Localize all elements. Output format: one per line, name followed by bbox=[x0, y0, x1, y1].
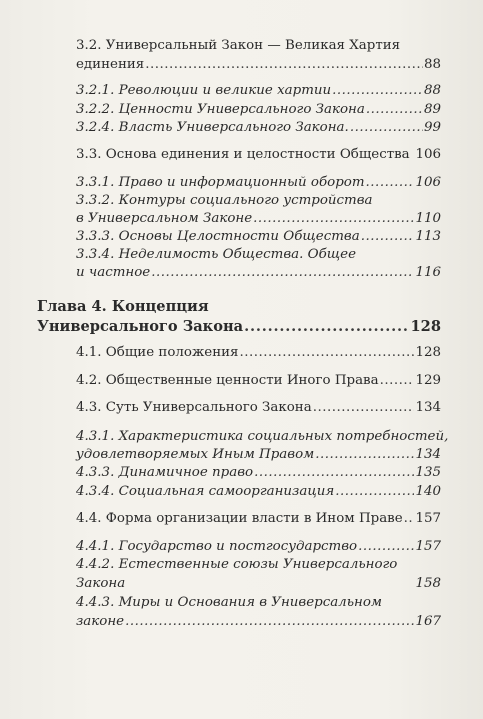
toc-entry-title: 3.3.3. Основы Целостности Общества bbox=[76, 229, 360, 244]
toc-entry-4-3-4[interactable] bbox=[76, 484, 441, 500]
toc-page-number: 135 bbox=[415, 465, 441, 480]
toc-entry-4-3-1-line1: 4.3.1. Характеристика социальных потребностей, bbox=[76, 429, 449, 444]
toc-entry-3-3-4[interactable] bbox=[76, 265, 441, 281]
leader-dots bbox=[366, 175, 415, 191]
leader-dots bbox=[240, 345, 415, 361]
toc-page-number: 116 bbox=[415, 265, 441, 280]
toc-entry-4-4-1[interactable] bbox=[76, 539, 441, 555]
toc-page-number: 88 bbox=[423, 83, 441, 98]
toc-entry-title: 4.2. Общественные ценности Иного Права bbox=[76, 373, 379, 388]
leader-dots bbox=[151, 265, 414, 281]
toc-entry-title: 3.3. Основа единения и целостности Общества bbox=[76, 147, 410, 162]
toc-entry-4-3[interactable] bbox=[76, 400, 441, 416]
toc-entry-title: единения bbox=[76, 57, 145, 72]
toc-page-number: 134 bbox=[415, 447, 441, 462]
toc-page-number: 110 bbox=[415, 211, 441, 226]
toc-entry-3-3-2[interactable] bbox=[76, 211, 441, 227]
leader-dots bbox=[380, 373, 415, 389]
toc-entry-3-3[interactable] bbox=[76, 147, 441, 163]
toc-entry-3-2-line1: 3.2. Универсальный Закон — Великая Хартия bbox=[76, 38, 401, 53]
toc-page-number: 129 bbox=[415, 373, 441, 388]
toc-entry-title: 4.4.1. Государство и постгосударство bbox=[76, 539, 358, 554]
toc-entry-title: законе bbox=[76, 614, 125, 629]
toc-page-number: 128 bbox=[410, 318, 441, 335]
leader-dots bbox=[404, 511, 415, 527]
toc-entry-4-2[interactable] bbox=[76, 373, 441, 389]
toc-page-number: 158 bbox=[415, 576, 441, 591]
toc-page-number: 140 bbox=[415, 484, 441, 499]
leader-dots bbox=[335, 484, 414, 500]
toc-entry-3-3-3[interactable] bbox=[76, 229, 441, 245]
toc-page-number: 106 bbox=[415, 147, 441, 162]
toc-entry-title: 3.3.1. Право и информационный оборот bbox=[76, 175, 365, 190]
toc-page-number: 113 bbox=[415, 229, 441, 244]
toc-page-number: 134 bbox=[415, 400, 441, 415]
toc-page-number: 89 bbox=[423, 102, 441, 117]
toc-entry-4-1[interactable] bbox=[76, 345, 441, 361]
toc-page-number: 99 bbox=[423, 120, 441, 135]
toc-page-number: 157 bbox=[415, 539, 441, 554]
leader-dots bbox=[332, 83, 423, 99]
toc-entry-4-4[interactable] bbox=[76, 511, 441, 527]
toc-entry-title: Закона bbox=[76, 576, 126, 591]
toc-entry-title: 3.2.4. Власть Универсального Закона. bbox=[76, 120, 349, 135]
leader-dots bbox=[358, 539, 414, 555]
leader-dots bbox=[145, 57, 423, 73]
toc-entry-3-3-2-line1: 3.3.2. Контуры социального устройства bbox=[76, 193, 373, 208]
toc-entry-3-3-4-line1: 3.3.4. Неделимость Общества. Общее bbox=[76, 247, 357, 262]
toc-entry-title: 4.3.4. Социальная самоорганизация bbox=[76, 484, 335, 499]
toc-entry-4-3-3[interactable] bbox=[76, 465, 441, 481]
leader-dots bbox=[361, 229, 415, 245]
toc-entry-3-2-2[interactable] bbox=[76, 102, 441, 118]
toc-entry-4-4-3-line1: 4.4.3. Миры и Основания в Универсальном bbox=[76, 595, 382, 610]
leader-dots bbox=[366, 102, 423, 118]
toc-entry-3-2-1[interactable] bbox=[76, 83, 441, 99]
toc-entry-title: 4.3.3. Динамичное право bbox=[76, 465, 254, 480]
toc-page-number: 157 bbox=[415, 511, 441, 526]
toc-entry-title: в Универсальном Законе bbox=[76, 211, 253, 226]
toc-entry-3-3-1[interactable] bbox=[76, 175, 441, 191]
toc-entry-title: 4.3. Суть Универсального Закона bbox=[76, 400, 312, 415]
toc-entry-title: 4.4. Форма организации власти в Ином Праве bbox=[76, 511, 403, 526]
toc-entry-title: и частное bbox=[76, 265, 151, 280]
leader-dots bbox=[244, 318, 409, 336]
leader-dots bbox=[313, 400, 415, 416]
toc-entry-title: 3.2.2. Ценности Универсального Закона bbox=[76, 102, 365, 117]
toc-entry-4-3-1[interactable] bbox=[76, 447, 441, 463]
leader-dots bbox=[253, 211, 414, 227]
leader-dots bbox=[350, 120, 423, 136]
chapter-heading-title: Универсального Закона bbox=[37, 318, 244, 335]
toc-entry-title: 3.2.1. Революции и великие хартии bbox=[76, 83, 332, 98]
toc-entry-4-4-2[interactable] bbox=[76, 576, 441, 592]
toc-entry-4-4-2-line1: 4.4.2. Естественные союзы Универсального bbox=[76, 557, 398, 572]
toc-page-number: 167 bbox=[415, 614, 441, 629]
toc-entry-3-2-4[interactable] bbox=[76, 120, 441, 136]
toc-entry-3-2[interactable] bbox=[76, 57, 441, 73]
leader-dots bbox=[254, 465, 414, 481]
toc-entry-title: 4.1. Общие положения bbox=[76, 345, 239, 360]
leader-dots bbox=[125, 614, 414, 630]
toc-page-number: 128 bbox=[415, 345, 441, 360]
toc-page-number: 106 bbox=[415, 175, 441, 190]
toc-page-number: 88 bbox=[423, 57, 441, 72]
toc-entry-4-4-3[interactable] bbox=[76, 614, 441, 630]
leader-dots bbox=[315, 447, 414, 463]
toc-entry-title: удовлетворяемых Иным Правом bbox=[76, 447, 315, 462]
toc-chapter-4[interactable] bbox=[37, 318, 441, 336]
chapter-heading-line1: Глава 4. Концепция bbox=[37, 298, 209, 315]
